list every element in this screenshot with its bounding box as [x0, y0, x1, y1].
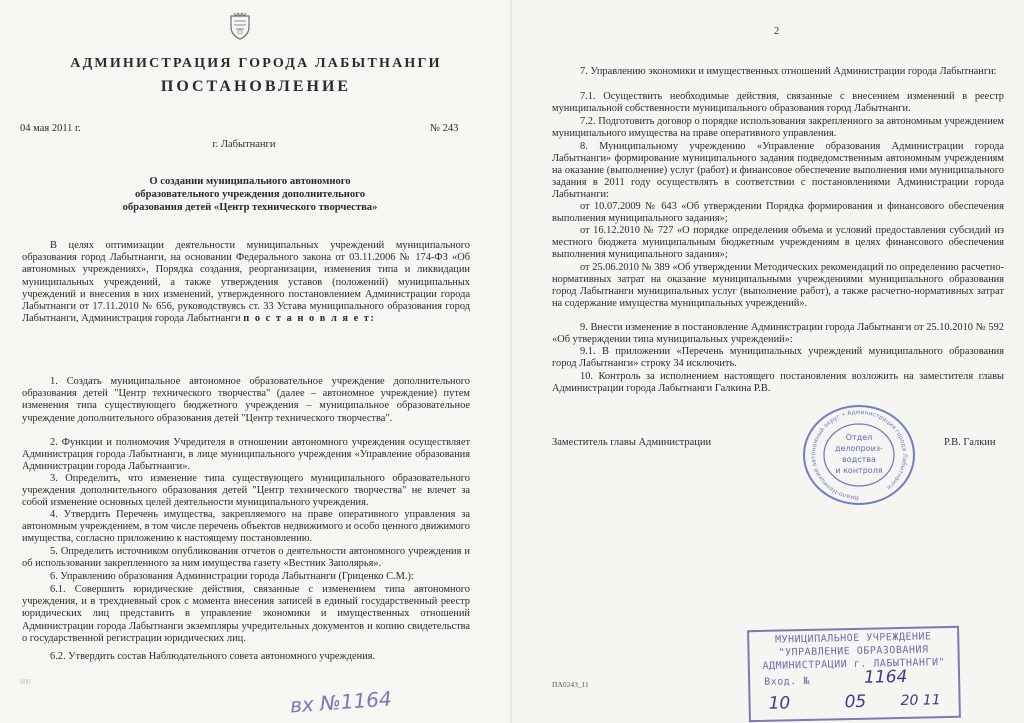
title-line: образования детей «Центр технического творчества»	[122, 202, 378, 213]
item-paragraph: 2. Функции и полномочия Учредителя в отношении автономного учреждения осуществляет Администрация города Лабытнанги, в лице муниципального учреждения «Управление образования Администрации города Лабытнанги».	[22, 437, 470, 473]
page-number: 2	[774, 26, 780, 37]
seal-inner-line: делопроиз-	[834, 444, 884, 453]
preamble-paragraph	[22, 240, 470, 325]
stamp-entry-number: 1164	[863, 666, 908, 688]
right-paragraph: 9.1. В приложении «Перечень муниципальных учреждений муниципального образования город Лабытнанги» строку 34 исключить.	[552, 346, 1004, 370]
resolves-word: п о с т а н о в л я е т:	[243, 313, 376, 325]
right-paragraph: 7.2. Подготовить договор о порядке использования закрепленного за автономным учреждением муниципального имущества на праве оперативного управления.	[552, 116, 1004, 140]
faint-footer-mark: 000	[20, 678, 31, 686]
title-line: образовательного учреждения дополнительного	[134, 189, 366, 200]
document-type: ПОСТАНОВЛЕНИЕ	[160, 78, 352, 95]
stamp-date-year: 20 11	[900, 692, 941, 710]
document-date: 04 мая 2011 г.	[20, 123, 81, 134]
stamp-line: АДМИНИСТРАЦИИ г. ЛАБЫТНАНГИ"	[762, 657, 946, 672]
office-seal-stamp	[800, 404, 918, 508]
document-number: № 243	[430, 123, 459, 134]
title-line: О создании муниципального автономного	[149, 176, 351, 187]
item-paragraph: 6. Управлению образования Администрации города Лабытнанги (Гриценко С.М.):	[50, 571, 414, 582]
item-paragraph: 3. Определить, что изменение типа существующего муниципального образовательного учреждения дополнительного образования детей "Центр технического творчества" не влечет за собой изменение основных целей деятельности муниципального учреждения.	[22, 473, 470, 509]
seal-ring-text: Ямало-Ненецкий автономный округ • Администрация города Лабытнанги	[810, 408, 909, 502]
coat-of-arms-icon	[228, 12, 252, 40]
document-code: ПА0243_11	[552, 680, 589, 689]
seal-inner-line: и контроля	[835, 466, 883, 475]
signatory-title: Заместитель главы Администрации	[552, 437, 712, 448]
right-paragraph: 8. Муниципальному учреждению «Управление образования Администрации города Лабытнанги» формирование муниципального задания подведомственным автономным учреждениям на оказание (выполнение) услуг (работ) и финансовое обеспечение выполнения ими муниципального задания в 2011 году осуществлять в соответствии с постановлениями Администрации города Лабытнанги:	[552, 141, 1004, 201]
item-paragraph: 1. Создать муниципальное автономное образовательное учреждение дополнительного образования детей "Центр технического творчества" (далее – автономное учреждение) путем изменения типа существующего бюджетного учреждения – муниципальное образовательное учреждение дополнительного образования детей "Центр технического творчества".	[22, 376, 470, 424]
stamp-entry-label: Вход. №	[764, 675, 810, 688]
right-paragraph: от 16.12.2010 № 727 «О порядке определения объема и условий предоставления субсидий из местного бюджета муниципальным бюджетным учреждениям в целях финансового обеспечения выполнения муниципального задания»;	[552, 225, 1004, 261]
document-title	[110, 175, 390, 214]
right-paragraph: от 25.06.2010 № 389 «Об утверждении Методических рекомендаций по определению расчетно-нормативных затрат на оказание муниципальными учреждениями муниципального образования город Лабытнанги муниципальных услуг (выполнение работ), а также расчетно-нормативных затрат на содержание имущества муниципальных учреждений».	[552, 262, 1004, 310]
stamp-date-month: 05	[844, 691, 867, 713]
right-paragraph: 7.1. Осуществить необходимые действия, связанные с внесением изменений в реестр муниципальной собственности муниципального образования город Лабытнанги.	[552, 91, 1004, 115]
seal-inner-line: Отдел	[845, 433, 873, 442]
item-paragraph: 5. Определить источником опубликования отчетов о деятельности автономного учреждения и об использовании закрепленного за ним имущества газету «Вестник Заполярья».	[22, 546, 470, 570]
right-paragraph: от 10.07.2009 № 643 «Об утверждении Порядка формирования и финансового обеспечения выполнения муниципального задания»;	[552, 201, 1004, 225]
stamp-line: МУНИЦИПАЛЬНОЕ УЧРЕЖДЕНИЕ	[774, 631, 932, 646]
seal-inner-line: водства	[842, 455, 876, 464]
handwritten-registration-note: вх №1164	[289, 686, 393, 718]
right-paragraph: 10. Контроль за исполнением настоящего постановления возложить на заместителя главы Администрации города Лабытнанги Галкина Р.В.	[552, 371, 1004, 395]
signatory-name: Р.В. Галкин	[944, 437, 996, 448]
right-paragraph: 9. Внести изменение в постановление Администрации города Лабытнанги от 25.10.2010 № 592 «Об утверждении типа муниципальных учреждений»:	[552, 322, 1004, 346]
stamp-date-day: 10	[768, 693, 791, 714]
stamp-line: "УПРАВЛЕНИЕ ОБРАЗОВАНИЯ	[778, 644, 929, 659]
preamble-text: В целях оптимизации деятельности муниципальных учреждений муниципального образования город Лабытнанги, на основании Федерального закона от 03.11.2006 № 174-ФЗ «Об автономных учреждениях», Порядка создания, реорганизации, изменения типа и ликвидации муниципальных учреждений, а также утверждения уставов (положений) муниципальных учреждений и внесения в них изменений, утвержденного постановлением Администрации города Лабытнанги от 17.11.2010 № 656, руководствуясь ст. 33 Устава муниципального образования город Лабытнанги, Администрация города Лабытнанги	[22, 240, 470, 325]
document-city: г. Лабытнанги	[212, 139, 276, 150]
item-paragraph: 6.2. Утвердить состав Наблюдательного совета автономного учреждения.	[50, 651, 376, 662]
issuer-title: АДМИНИСТРАЦИЯ ГОРОДА ЛАБЫТНАНГИ	[70, 56, 442, 71]
item-paragraph: 4. Утвердить Перечень имущества, закрепляемого на праве оперативного управления за автономным учреждением, в том числе перечень объектов недвижимого и особо ценного движимого имущества, согласно приложению к настоящему постановлению.	[22, 509, 470, 545]
registration-stamp	[747, 626, 961, 722]
item-paragraph: 6.1. Совершить юридические действия, связанные с изменением типа автономного учреждения, и в трехдневный срок с момента внесения записей в единый государственный реестр юридических лиц представить в управление экономики и имущественных отношений Администрации города Лабытнанги экземпляры учредительных документов и копию свидетельства о государственной регистрации юридических лиц.	[22, 584, 470, 644]
right-paragraph: 7. Управлению экономики и имущественных отношений Администрации города Лабытнанги:	[580, 66, 997, 77]
